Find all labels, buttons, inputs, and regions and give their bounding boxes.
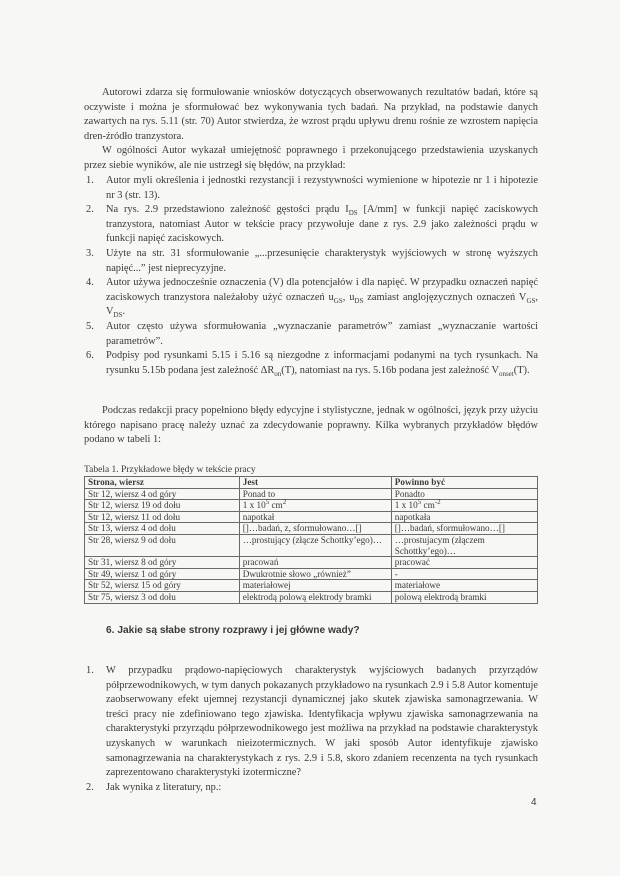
table-cell: pracować [391, 557, 537, 569]
list-item [84, 174, 538, 203]
table-cell: pracowań [239, 557, 391, 569]
list-item [84, 781, 538, 796]
table-row [85, 591, 538, 603]
header-is: Jest [239, 477, 391, 489]
editorial-paragraph [84, 404, 538, 448]
intro-paragraph-2: W ogólności Autor wykazał umiejętność poprawnego i przekonującego przedstawienia uzyskanych przez siebie wyników, ale nie ustrzegł się błędów, na przykład: [84, 145, 538, 171]
table-cell: elektrodą polową elektrody bramki [239, 591, 391, 603]
table-cell: napotkała [391, 511, 537, 523]
page-number: 4 [531, 797, 537, 808]
intro-section [84, 86, 538, 174]
table-row [85, 511, 538, 523]
table-row [85, 500, 538, 512]
table-row [85, 523, 538, 535]
table-cell: Ponadto [391, 488, 537, 500]
table-cell: napotkał [239, 511, 391, 523]
table-cell: materiałowej [239, 580, 391, 592]
errors-list [84, 174, 538, 378]
table-cell: Ponad to [239, 488, 391, 500]
table-cell: polową elektrodą bramki [391, 591, 537, 603]
list-text: Autor często używa sformułowania „wyznaczanie parametrów” zamiast „wyznaczanie wartości parametrów”. [106, 320, 538, 347]
list-text: Na rys. 2.9 przedstawiono zależność gęstości prądu $I_{DS}$ [A/mm] w funkcji napięć zaciskowych tranzystora, natomiast Autor w tekście pracy przywołuje dane z rys. 2.9 jako zależności prądu w funkcji napięć zaciskowych. [106, 204, 538, 245]
errors-table-section [84, 464, 538, 604]
list-text: W przypadku prądowo-napięciowych charakterystyk wyjściowych badanych przyrządów półprzewodnikowych, w tym danych pokazanych przykładowo na rysunkach 2.9 i 5.8 Autor komentuje zaobserwowany efekt ujemnej rezystancji dynamicznej jako skutek zjawiska samonagrzewania. W treści pracy nie zdefiniowano tego zjawiska. Identyfikacja wpływu zjawiska samonagrzewania na charakterystyki przyrządu półprzewodnikowego jest możliwa na przykład na podstawie charakterystyk uzyskanych w warunkach nieizotermicznych. W jaki sposób Autor identyfikuje zjawisko samonagrzewania na charakterystykach z rys. 2.9 i 5.8, skoro zdaniem recenzenta na tych rysunkach zaprezentowano charakterystyki izotermiczne? [106, 665, 538, 779]
section-heading: 6. Jakie są słabe strony rozprawy i jej główne wady? [106, 625, 360, 636]
section-6-heading-block [84, 624, 538, 639]
table-cell: materiałowe [391, 580, 537, 592]
list-item [84, 276, 538, 320]
table-cell: …prostujacym (złączem Schottky’ego)… [391, 534, 537, 556]
table-cell: []…badań, z, sformułowano…[] [239, 523, 391, 535]
table-cell: …prostujący (złącze Schottky’ego)… [239, 534, 391, 556]
table-row [85, 580, 538, 592]
paragraph-editorial-errors: Podczas redakcji pracy popełniono błędy edycyjne i stylistyczne, jednak w ogólności, język przy użyciu którego napisano pracę należy uznać za zdecydowanie poprawny. Kilka wybranych przykładów błędów podano w tabeli 1: [84, 405, 538, 446]
list-number: 1. [86, 665, 94, 676]
table-cell: Dwukrotnie słowo „również” [239, 568, 391, 580]
table-cell: Str 52, wiersz 15 od góry [85, 580, 240, 592]
list-item [84, 349, 538, 378]
list-item [84, 203, 538, 247]
list-text: Użyte na str. 31 sformułowanie „...przesunięcie charakterystyk wyjściowych w stronę wyższych napięć...” jest nieprecyzyjne. [106, 247, 538, 274]
list-number: 3. [86, 247, 94, 259]
table-header-row [85, 477, 538, 489]
table-cell: Str 12, wiersz 4 od góry [85, 488, 240, 500]
list-item [84, 664, 538, 781]
list-item [84, 320, 538, 349]
list-item [84, 247, 538, 276]
table-cell: Str 49, wiersz 1 od góry [85, 568, 240, 580]
table-cell: Str 12, wiersz 11 od dołu [85, 511, 240, 523]
list-number: 5. [86, 320, 94, 332]
list-number: 4. [86, 277, 94, 289]
table-cell: Str 31, wiersz 8 od góry [85, 557, 240, 569]
table-cell: Str 13, wiersz 4 od dołu [85, 523, 240, 535]
list-text: Podpisy pod rysunkami 5.15 i 5.16 są niezgodne z informacjami podanymi na tych rysunkach. Na rysunku 5.15b podana jest zależność $\Delta R_{on}(T)$, natomiast na rys. 5.16b podana jest zależność $V_{onset}(T)$. [106, 350, 538, 378]
table-caption: Tabela 1. Przykładowe błędy w tekście pracy [84, 465, 256, 475]
table-cell: 1 x $10^5$ $cm^2$ [239, 500, 391, 512]
table-cell: []…badań, sformułowano…[] [391, 523, 537, 535]
table-cell: 1 x $10^5$ $cm^{-2}$ [391, 500, 537, 512]
table-cell: Str 12, wiersz 19 od dołu [85, 500, 240, 512]
list-number: 6. [86, 350, 94, 362]
table-row [85, 534, 538, 556]
list-number: 1. [86, 175, 94, 186]
list-number: 2. [86, 204, 94, 216]
header-should-be: Powinno być [391, 477, 537, 489]
table-row [85, 557, 538, 569]
header-page-line: Strona, wiersz [85, 477, 240, 489]
intro-paragraph-1: Autorowi zdarza się formułowanie wniosków dotyczących obserwowanych rezultatów badań, które są oczywiste i można je sformułować bez wykonywania tych badań. Na przykład, na podstawie danych zawartych na rys. 5.11 (str. 70) Autor stwierdza, że wzrost prądu upływu drenu rośnie ze wzrostem napięcia dren-źródło tranzystora. [84, 87, 538, 142]
table-row [85, 568, 538, 580]
table-cell: Str 75, wiersz 3 od dołu [85, 591, 240, 603]
table-cell: - [391, 568, 537, 580]
list-text: Jak wynika z literatury, np.: [106, 781, 222, 793]
list-text: Autor myli określenia i jednostki rezystancji i rezystywności wymienione w hipotezie nr 1 i hipotezie nr 3 (str. 13). [106, 175, 538, 201]
errors-table [84, 476, 538, 604]
list-number: 2. [86, 781, 94, 793]
table-cell: Str 28, wiersz 9 od dołu [85, 534, 240, 556]
table-row [85, 488, 538, 500]
list-text: Autor używa jednocześnie oznaczenia (V) dla potencjałów i dla napięć. W przypadku oznaczeń napięć zaciskowych tranzystora należałoby użyć oznaczeń $u_{GS}$, $u_{DS}$ zamiast anglojęzycznych oznaczeń $V_{GS}$, $V_{DS}$. [106, 277, 538, 320]
section-6-list [84, 664, 538, 795]
